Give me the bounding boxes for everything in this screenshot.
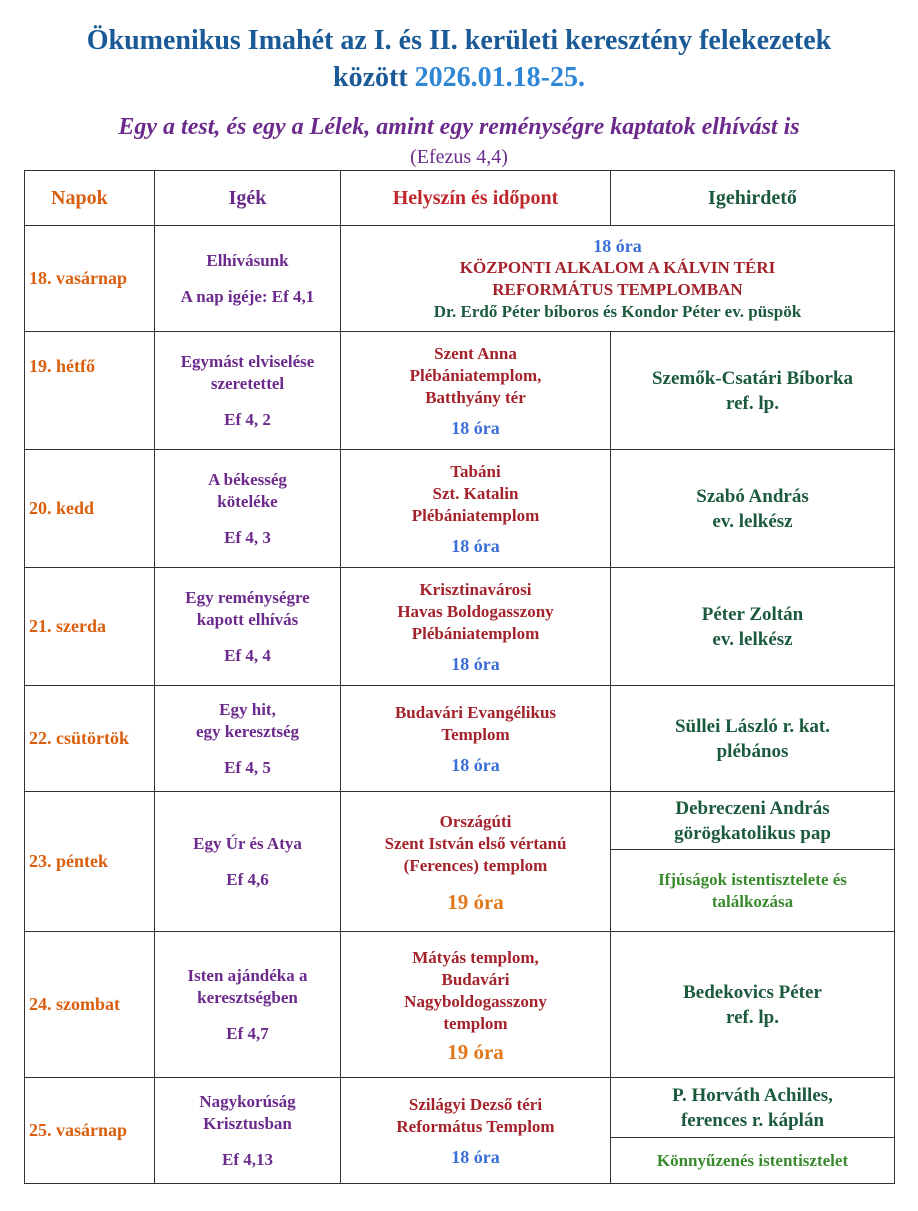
preacher-name: Péter Zoltán bbox=[701, 603, 804, 625]
place-name: Havas Boldogasszony bbox=[397, 601, 554, 621]
verse-title: Egy hit, bbox=[219, 699, 276, 719]
event-time: 19 óra bbox=[447, 1039, 504, 1064]
place-name: Szt. Katalin bbox=[432, 483, 519, 503]
header-place-time: Helyszín és időpont bbox=[341, 171, 611, 226]
place-name: (Ferences) templom bbox=[403, 855, 548, 875]
verse-title: kapott elhívás bbox=[196, 609, 299, 629]
preacher-title: görögkatolikus pap bbox=[674, 822, 831, 844]
preacher-cell bbox=[611, 568, 895, 686]
place-name: Krisztinavárosi bbox=[419, 579, 532, 599]
verse-title: egy keresztség bbox=[195, 721, 300, 741]
place-name: Batthyány tér bbox=[425, 387, 526, 407]
verse-cell bbox=[155, 450, 341, 568]
page-title bbox=[0, 22, 918, 96]
place-cell bbox=[341, 332, 611, 450]
preacher-name: Bedekovics Péter bbox=[683, 981, 822, 1003]
place-name: Mátyás templom, bbox=[412, 947, 539, 967]
verse-cell bbox=[155, 792, 341, 932]
place-name: Templom bbox=[441, 724, 510, 744]
verse-ref: Ef 4, 5 bbox=[224, 757, 271, 777]
event-time: 18 óra bbox=[451, 417, 500, 438]
place-name: Református Templom bbox=[396, 1116, 555, 1136]
place-name: Budavári Evangélikus bbox=[394, 702, 557, 722]
preacher-title: ref. lp. bbox=[726, 392, 779, 414]
verse-cell bbox=[155, 686, 341, 792]
special-note: Ifjúságok istentisztelete és bbox=[658, 869, 847, 889]
event-time: 18 óra bbox=[451, 535, 500, 556]
title-prefix: között bbox=[333, 62, 415, 93]
verse-cell bbox=[155, 568, 341, 686]
day-cell: 22. csütörtök bbox=[25, 686, 155, 792]
central-preachers: Dr. Erdő Péter bíboros és Kondor Péter ev. püspök bbox=[433, 301, 802, 321]
special-note: Könnyűzenés istentisztelet bbox=[656, 1150, 849, 1170]
table-row bbox=[25, 932, 895, 1078]
verse-title: keresztségben bbox=[197, 987, 298, 1007]
day-cell: 18. vasárnap bbox=[25, 226, 155, 332]
verse-ref: A nap igéje: Ef 4,1 bbox=[180, 286, 315, 306]
preacher-title: ferences r. káplán bbox=[680, 1109, 825, 1131]
preacher-title: ev. lelkész bbox=[712, 628, 793, 650]
place-name: Nagyboldogasszony bbox=[404, 991, 547, 1011]
verse-cell bbox=[155, 932, 341, 1078]
place-name: Tabáni bbox=[450, 461, 501, 481]
event-time: 18 óra bbox=[451, 653, 500, 674]
special-note-cell bbox=[611, 1138, 895, 1184]
event-time: 18 óra bbox=[451, 754, 500, 775]
place-name: Szent István első vértanú bbox=[384, 833, 567, 853]
verse-title: A békesség bbox=[208, 469, 287, 489]
day-cell: 21. szerda bbox=[25, 568, 155, 686]
special-note: találkozása bbox=[711, 891, 794, 911]
title-line-1: Ökumenikus Imahét az I. és II. kerületi keresztény felekezetek bbox=[86, 25, 832, 56]
event-time: 18 óra bbox=[451, 1146, 500, 1167]
place-name: Plébániatemplom, bbox=[409, 365, 542, 385]
preacher-cell bbox=[611, 932, 895, 1078]
header-verses: Igék bbox=[155, 171, 341, 226]
place-cell bbox=[341, 1078, 611, 1184]
place-name: Plébániatemplom bbox=[411, 623, 540, 643]
place-cell bbox=[341, 686, 611, 792]
verse-title: Krisztusban bbox=[203, 1113, 292, 1133]
preacher-cell bbox=[611, 792, 895, 850]
verse-ref: Ef 4, 2 bbox=[224, 409, 271, 429]
verse-title: szeretettel bbox=[210, 373, 285, 393]
table-row bbox=[25, 450, 895, 568]
central-time: 18 óra bbox=[593, 235, 642, 256]
preacher-title: ev. lelkész bbox=[712, 510, 793, 532]
schedule-table bbox=[24, 170, 895, 1184]
preacher-name: Süllei László r. kat. bbox=[674, 715, 830, 737]
table-header-row bbox=[25, 171, 895, 226]
place-name: templom bbox=[443, 1013, 508, 1033]
verse-title: köteléke bbox=[217, 491, 278, 511]
verse-title: Elhívásunk bbox=[206, 250, 289, 270]
header-days: Napok bbox=[25, 171, 155, 226]
day-cell: 24. szombat bbox=[25, 932, 155, 1078]
motto: Egy a test, és egy a Lélek, amint egy reménységre kaptatok elhívást is bbox=[118, 114, 800, 140]
place-cell bbox=[341, 568, 611, 686]
preacher-name: Debreczeni András bbox=[675, 797, 830, 819]
place-cell bbox=[341, 450, 611, 568]
verse-title: Egy Úr és Atya bbox=[193, 833, 302, 853]
preacher-cell bbox=[611, 450, 895, 568]
central-line-1: KÖZPONTI ALKALOM A KÁLVIN TÉRI bbox=[459, 257, 776, 277]
event-time: 19 óra bbox=[447, 889, 504, 914]
place-name: Szilágyi Dezső téri bbox=[408, 1094, 543, 1114]
title-line-2 bbox=[0, 59, 918, 96]
preacher-name: P. Horváth Achilles, bbox=[672, 1084, 833, 1106]
title-date: 2026.01.18-25. bbox=[414, 62, 585, 93]
verse-title: Egy reménységre bbox=[185, 587, 310, 607]
table-row bbox=[25, 226, 895, 332]
place-name: Budavári bbox=[441, 969, 510, 989]
preacher-name: Szabó András bbox=[696, 485, 809, 507]
preacher-cell bbox=[611, 332, 895, 450]
verse-cell bbox=[155, 226, 341, 332]
verse-title: Egymást elviselése bbox=[180, 351, 315, 371]
preacher-name: Szemők-Csatári Bíborka bbox=[651, 367, 854, 389]
central-event-cell bbox=[341, 226, 895, 332]
day-cell: 19. hétfő bbox=[25, 332, 155, 450]
verse-title: Isten ajándéka a bbox=[187, 965, 308, 985]
place-name: Szent Anna bbox=[434, 343, 517, 363]
day-cell: 25. vasárnap bbox=[25, 1078, 155, 1184]
verse-title: Nagykorúság bbox=[199, 1091, 296, 1111]
verse-cell bbox=[155, 332, 341, 450]
table-row bbox=[25, 568, 895, 686]
verse-ref: Ef 4, 4 bbox=[224, 645, 271, 665]
verse-ref: Ef 4,7 bbox=[226, 1023, 269, 1043]
table-row bbox=[25, 1078, 895, 1138]
preacher-cell bbox=[611, 686, 895, 792]
special-note-cell bbox=[611, 850, 895, 932]
central-line-2: REFORMÁTUS TEMPLOMBAN bbox=[492, 279, 743, 299]
preacher-title: ref. lp. bbox=[726, 1006, 779, 1028]
table-row bbox=[25, 686, 895, 792]
preacher-title: plébános bbox=[716, 740, 789, 762]
day-cell: 23. péntek bbox=[25, 792, 155, 932]
place-cell bbox=[341, 932, 611, 1078]
table-row bbox=[25, 332, 895, 450]
verse-cell bbox=[155, 1078, 341, 1184]
preacher-cell bbox=[611, 1078, 895, 1138]
day-cell: 20. kedd bbox=[25, 450, 155, 568]
motto-reference: (Efezus 4,4) bbox=[410, 146, 508, 168]
verse-ref: Ef 4,13 bbox=[222, 1149, 273, 1169]
header-preacher: Igehirdető bbox=[611, 171, 895, 226]
verse-ref: Ef 4,6 bbox=[226, 869, 269, 889]
place-name: Plébániatemplom bbox=[411, 505, 540, 525]
verse-ref: Ef 4, 3 bbox=[224, 527, 271, 547]
place-cell bbox=[341, 792, 611, 932]
table-row bbox=[25, 792, 895, 850]
place-name: Országúti bbox=[439, 811, 512, 831]
